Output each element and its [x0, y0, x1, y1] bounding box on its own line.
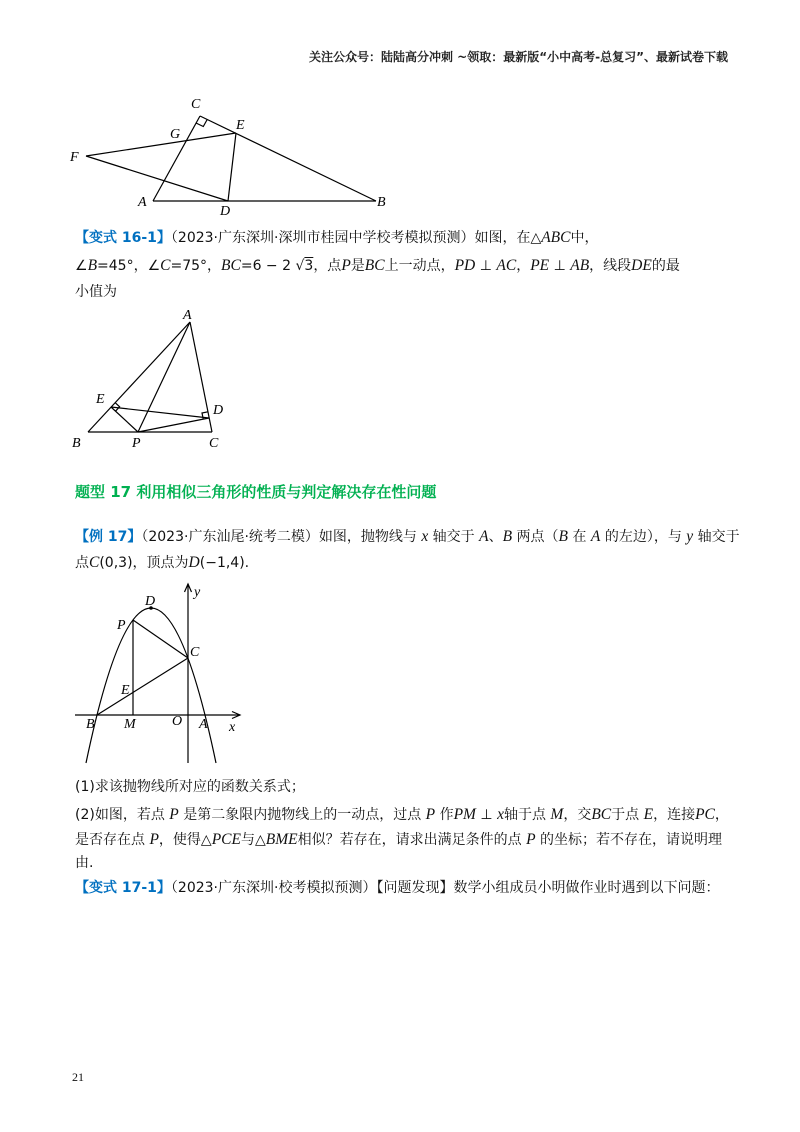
point-label-b: B: [377, 195, 386, 210]
text-run: 的左边），与: [600, 529, 687, 545]
math-symbol: P: [526, 831, 536, 848]
math-symbol: C: [89, 554, 100, 571]
text-run: ，连接: [653, 807, 696, 823]
text-run: (2)如图，若点: [75, 807, 170, 823]
segment-ab: [88, 322, 190, 432]
question-source-tag: 【变式 16-1】: [75, 230, 171, 246]
math-symbol: PD: [454, 257, 476, 274]
variant-16-1-line-2: [75, 256, 680, 276]
math-symbol: A: [479, 528, 489, 545]
text-run: 由.: [75, 855, 94, 871]
text-run: 两点（: [512, 529, 559, 545]
math-symbol: A: [590, 528, 601, 545]
math-symbol: BC: [364, 257, 385, 274]
point-label-d: D: [213, 403, 224, 418]
point-label-p: P: [132, 436, 141, 451]
text-run: 、: [488, 529, 503, 545]
math-symbol: B: [87, 257, 98, 274]
segment-ac: [190, 322, 212, 432]
segment-pe: [111, 407, 138, 432]
text-run: 中，: [570, 230, 599, 246]
math-symbol: x: [421, 528, 429, 545]
text-run: ，顶点为: [132, 555, 189, 571]
page-number: 21: [72, 1070, 84, 1084]
text-run: =75°，: [170, 258, 222, 274]
text-run: 轴于点: [503, 807, 551, 823]
text-run: (1)求该抛物线所对应的函数关系式；: [75, 779, 305, 795]
segment-cb: [200, 116, 376, 201]
point-label-b: B: [72, 436, 81, 451]
point-label-a: A: [138, 195, 147, 210]
point-label-c: C: [190, 645, 200, 660]
math-symbol: C: [160, 257, 171, 274]
math-symbol: D: [188, 554, 200, 571]
point-label-g: G: [170, 127, 181, 142]
question-2-line-1: [75, 805, 729, 825]
text-run: =6 − 2 √: [240, 258, 305, 274]
text-run: 是第二象限内抛物线上的一动点，过点: [178, 807, 426, 823]
example-17-line-2: [75, 553, 249, 573]
figure-parabola-graph: [70, 578, 250, 768]
example-17-line-1: [75, 527, 740, 547]
axis-label-y: y: [194, 585, 201, 600]
math-symbol: P: [341, 257, 351, 274]
math-symbol: DE: [631, 257, 652, 274]
text-run: （2023·广东汕尾·统考二模）如图，抛物线与: [141, 529, 422, 545]
variant-16-1-line-3: [75, 282, 117, 302]
math-symbol: AB: [570, 257, 590, 274]
math-symbol: PM: [453, 806, 476, 823]
text-run: ，使得△: [158, 832, 212, 848]
text-run: 是否存在点: [75, 832, 150, 848]
point-label-d: D: [145, 594, 156, 609]
math-symbol: PE: [530, 257, 550, 274]
text-run: (0,3): [99, 555, 133, 571]
text-run: 是: [350, 258, 365, 274]
math-symbol: PC: [695, 806, 715, 823]
text-run: 轴交于: [428, 529, 480, 545]
segment-pd: [138, 418, 209, 432]
math-symbol: BC: [591, 806, 612, 823]
point-label-e: E: [121, 683, 130, 698]
variant-17-1-line-1: [75, 878, 719, 898]
question-2-line-2: [75, 830, 722, 850]
math-symbol: B: [502, 528, 513, 545]
math-symbol: y: [686, 528, 694, 545]
text-run: ⊥: [475, 258, 497, 274]
math-symbol: P: [425, 806, 436, 823]
text-run: 与△: [240, 832, 266, 848]
text-run: (−1,4): [199, 555, 245, 571]
text-run: 的最: [651, 258, 680, 274]
text-run: （2023·广东深圳·校考模拟预测）【问题发现】数学小组成员小明做作业时遇到以下问题：: [170, 880, 720, 896]
text-run: 在: [568, 529, 591, 545]
text-run: 上一动点，: [384, 258, 455, 274]
point-label-c: C: [191, 97, 201, 112]
point-label-a: A: [199, 717, 208, 732]
math-symbol: x: [497, 806, 504, 823]
text-run: ⊥: [475, 807, 498, 823]
question-2-line-3: [75, 853, 93, 873]
text-run: 点: [75, 555, 89, 571]
math-symbol: B: [558, 528, 568, 545]
point-label-f: F: [70, 150, 79, 165]
text-run: ，: [714, 807, 729, 823]
axis-label-x: x: [229, 720, 236, 735]
text-run: 轴交于: [693, 529, 740, 545]
math-symbol: P: [149, 831, 159, 848]
text-run: ∠: [75, 258, 88, 274]
text-run: ⊥: [549, 258, 571, 274]
segment-fe: [86, 133, 236, 156]
point-label-c: C: [209, 436, 219, 451]
segment-ed: [111, 407, 209, 418]
point-label-m: M: [124, 717, 136, 732]
figure-triangle-abc-with-fed: [60, 92, 400, 222]
text-run: ，交: [563, 807, 592, 823]
point-label-a: A: [183, 308, 192, 323]
math-symbol: BC: [221, 257, 241, 274]
question-source-tag: 【变式 17-1】: [75, 880, 171, 896]
question-1-line: [75, 777, 305, 797]
text-run: 相似？若存在，请求出满足条件的点: [297, 832, 527, 848]
text-run: 3: [304, 258, 314, 274]
question-source-tag: 【例 17】: [75, 529, 142, 545]
text-run: （2023·广东深圳·深圳市桂园中学校考模拟预测）如图，在△: [170, 230, 542, 246]
text-run: 作: [435, 807, 454, 823]
point-label-e: E: [96, 392, 105, 407]
text-run: ∠: [147, 258, 161, 274]
point-label-d: D: [220, 204, 231, 219]
point-label-e: E: [236, 118, 245, 133]
math-symbol: M: [550, 806, 564, 823]
parabola-curve: [86, 608, 216, 763]
section-heading: 题型 17 利用相似三角形的性质与判定解决存在性问题: [75, 483, 437, 501]
text-run: ，点: [313, 258, 342, 274]
origin-label-o: O: [172, 714, 183, 729]
math-symbol: E: [643, 806, 654, 823]
point-label-p: P: [117, 618, 126, 633]
figure-triangle-abc-perpendiculars: [62, 305, 232, 455]
text-run: ，: [516, 258, 531, 274]
variant-16-1-line-1: [75, 228, 599, 248]
page-header-promo: 关注公众号：陆陆高分冲刺 ~领取：最新版“小中高考-总复习”、最新试卷下载: [309, 50, 728, 64]
math-symbol: PCE: [211, 831, 241, 848]
text-run: 的坐标；若不存在，请说明理: [535, 832, 722, 848]
math-symbol: BME: [265, 831, 298, 848]
text-run: =45°，: [97, 258, 148, 274]
math-symbol: P: [169, 806, 179, 823]
math-symbol: ABC: [541, 229, 571, 246]
point-label-b: B: [86, 717, 95, 732]
text-run: 于点: [611, 807, 644, 823]
text-run: 小值为: [75, 284, 117, 300]
text-run: .: [244, 555, 250, 571]
segment-ed: [228, 133, 236, 201]
math-symbol: AC: [496, 257, 517, 274]
text-run: ，线段: [589, 258, 632, 274]
